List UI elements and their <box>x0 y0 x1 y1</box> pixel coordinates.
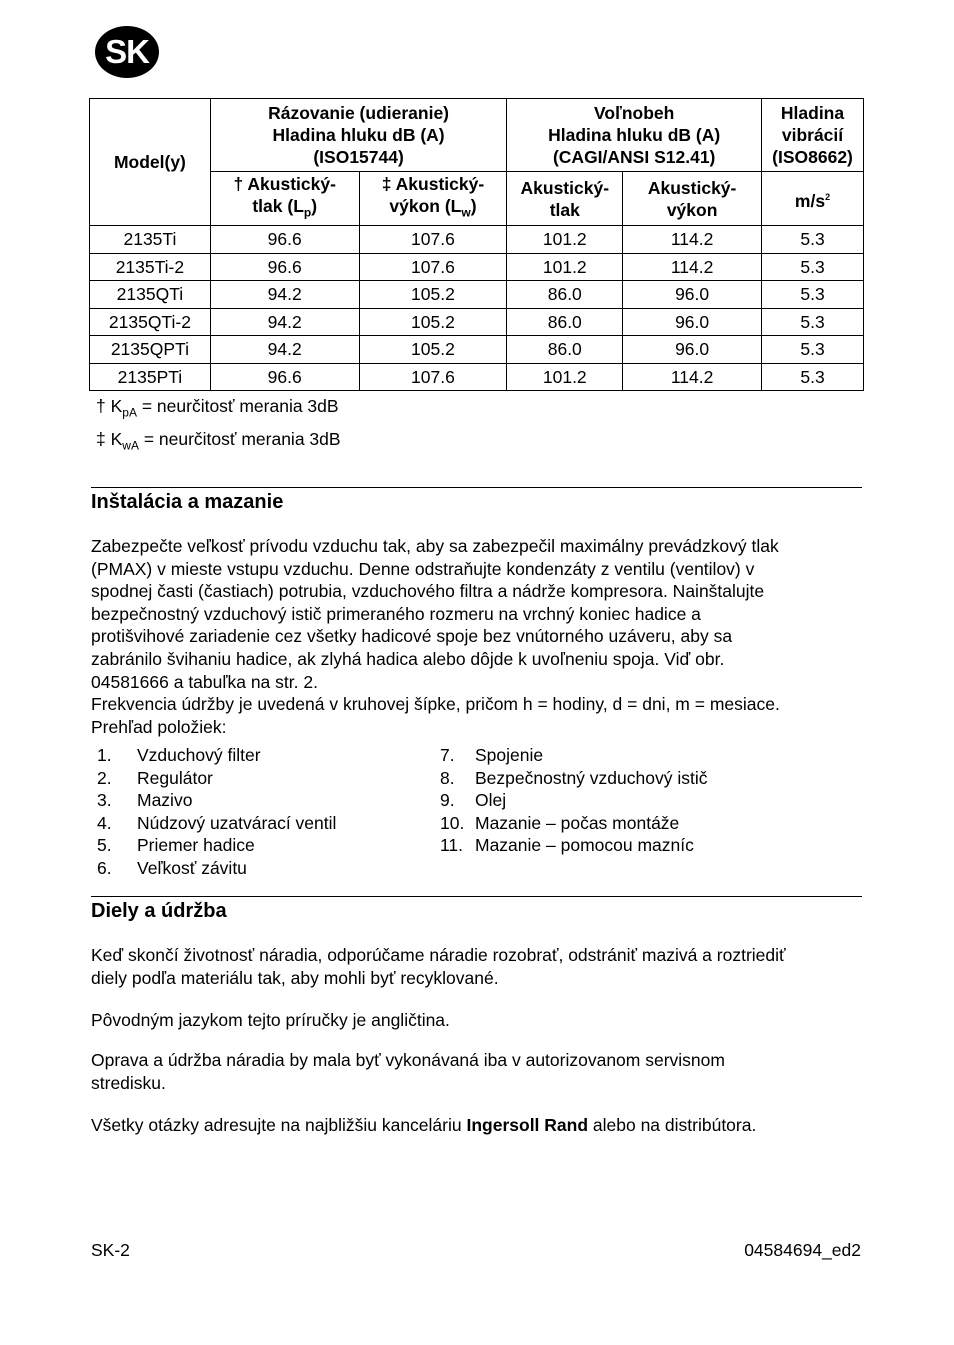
cell-vibration: 5.3 <box>762 281 864 309</box>
cell-model: 2135QPTi <box>90 336 211 364</box>
table-row <box>90 363 864 391</box>
list-item-label: Mazanie – pomocou mazníc <box>475 835 694 856</box>
cell-idle-pressure: 86.0 <box>507 281 623 309</box>
items-list-right <box>440 744 707 857</box>
list-item-label: Olej <box>475 790 507 811</box>
list-item-number: 2. <box>97 767 112 788</box>
table-body <box>90 226 864 391</box>
list-item-number: 7. <box>440 745 455 765</box>
cell-idle-pressure: 101.2 <box>507 253 623 281</box>
cell-model: 2135QTi-2 <box>90 308 211 336</box>
list-item-label: Spojenie <box>475 745 544 765</box>
header-sound-pressure-impact: † Akustický- tlak $(L_p)$ <box>210 172 359 226</box>
list-item-number: 11. <box>440 835 464 856</box>
section-title-maintenance: Diely a údržba <box>91 900 227 922</box>
header-idle: Voľnobeh Hladina hluku dB (A) (CAGI/ANSI S12.41) <box>507 99 762 172</box>
footnote-pressure: † $K_{pA}$ = neurčitosť merania 3dB <box>96 396 339 420</box>
page-number: SK-2 <box>91 1240 130 1260</box>
header-vibration: Hladina vibrácií (ISO8662) <box>762 99 864 172</box>
list-item-label: Priemer hadice <box>137 835 255 856</box>
header-model: Model(y) <box>90 99 211 226</box>
list-item <box>97 834 336 857</box>
cell-impact-pressure: 94.2 <box>210 308 359 336</box>
list-item-number: 1. <box>97 745 112 765</box>
list-item <box>440 744 707 767</box>
list-item-label: Núdzový uzatvárací ventil <box>137 812 337 833</box>
header-impact: Rázovanie (udieranie) Hladina hluku dB (A) (ISO15744) <box>210 99 507 172</box>
list-item <box>440 767 707 790</box>
maintenance-paragraph-service: Oprava a údržba náradia by mala byť vykonávaná iba v autorizovanom servisnom stredisku. <box>91 1050 725 1093</box>
installation-paragraph: Zabezpečte veľkosť prívodu vzduchu tak, aby sa zabezpečil maximálny prevádzkový tlak (PMAX) v mieste vstupu vzduchu. Denne odstraňujte kondenzáty z ventilu (ventilov) v spodnej časti (častiach) potrubia, vzduchového filtra a nádrže kompresora. Nainštalujte bezpečnostný vzduchový istič primeraného rozmeru na vrchný koniec hadice a protišvihové zariadenie cez všetky hadicové spoje bez vnútorného uzáveru, aby sa zabránilo švihaniu hadice, ak zlyhá hadica alebo dôjde k uvoľneniu spoja. Viď obr. 04581666 a tabuľka na str. 2. Frekvencia údržby je uvedená v kruhovej šípke, pričom h = hodiny, d = dni, m = mesiace. Prehľad položiek: <box>91 536 780 737</box>
table-row <box>90 281 864 309</box>
list-item-label: Mazanie – počas montáže <box>475 812 680 833</box>
cell-impact-power: 107.6 <box>359 226 507 254</box>
cell-idle-power: 96.0 <box>623 281 762 309</box>
document-id: 04584694_ed2 <box>744 1240 861 1260</box>
table-footnotes <box>96 393 341 458</box>
cell-impact-pressure: 94.2 <box>210 336 359 364</box>
list-item-label: Vzduchový filter <box>137 745 261 765</box>
list-item-number: 6. <box>97 857 112 878</box>
list-item <box>97 789 336 812</box>
cell-idle-power: 96.0 <box>623 308 762 336</box>
maintenance-paragraph-language: Pôvodným jazykom tejto príručky je angličtina. <box>91 1010 450 1030</box>
list-item-label: Veľkosť závitu <box>137 857 247 878</box>
list-item-number: 4. <box>97 812 112 833</box>
cell-model: 2135Ti <box>90 226 211 254</box>
header-sound-power-idle: Akustický- výkon <box>623 172 762 226</box>
list-item <box>97 744 336 767</box>
list-item-label: Regulátor <box>137 767 213 788</box>
maintenance-paragraph-contact: Všetky otázky adresujte na najbližšiu kanceláriu Ingersoll Rand alebo na distribútora. <box>91 1115 757 1135</box>
cell-model: 2135PTi <box>90 363 211 391</box>
header-vibration-unit: $m/s^2$ <box>762 172 864 226</box>
list-item-number: 10. <box>440 812 465 833</box>
brand-name: Ingersoll Rand <box>466 1115 589 1135</box>
list-item <box>97 857 336 880</box>
items-list-left <box>97 744 336 880</box>
list-item <box>440 834 707 857</box>
cell-impact-power: 105.2 <box>359 308 507 336</box>
cell-impact-power: 105.2 <box>359 281 507 309</box>
cell-vibration: 5.3 <box>762 253 864 281</box>
cell-vibration: 5.3 <box>762 226 864 254</box>
cell-impact-power: 107.6 <box>359 253 507 281</box>
list-item-number: 3. <box>97 790 112 811</box>
cell-idle-pressure: 101.2 <box>507 363 623 391</box>
cell-idle-power: 96.0 <box>623 336 762 364</box>
header-sound-power-impact: ‡ Akustický- výkon $(L_w)$ <box>359 172 507 226</box>
list-item-number: 5. <box>97 835 112 856</box>
maintenance-paragraph-recycling: Keď skončí životnosť náradia, odporúčame náradie rozobrať, odstrániť mazivá a roztriediť diely podľa materiálu tak, aby mohli byť recyklované. <box>91 945 786 988</box>
cell-model: 2135Ti-2 <box>90 253 211 281</box>
cell-impact-pressure: 96.6 <box>210 226 359 254</box>
list-item-label: Mazivo <box>137 790 193 811</box>
divider <box>91 487 862 488</box>
list-item <box>97 812 336 835</box>
cell-impact-pressure: 96.6 <box>210 363 359 391</box>
noise-vibration-table <box>89 98 864 391</box>
table-row <box>90 336 864 364</box>
list-item <box>440 812 707 835</box>
section-title-installation: Inštalácia a mazanie <box>91 491 284 513</box>
cell-model: 2135QTi <box>90 281 211 309</box>
list-item-number: 8. <box>440 767 455 788</box>
footnote-power: ‡ $K_{wA}$ = neurčitosť merania 3dB <box>96 428 341 452</box>
cell-impact-pressure: 96.6 <box>210 253 359 281</box>
cell-impact-pressure: 94.2 <box>210 281 359 309</box>
list-item <box>97 767 336 790</box>
table-row <box>90 253 864 281</box>
cell-vibration: 5.3 <box>762 308 864 336</box>
list-item-number: 9. <box>440 790 455 811</box>
cell-idle-power: 114.2 <box>623 253 762 281</box>
cell-idle-power: 114.2 <box>623 226 762 254</box>
cell-idle-power: 114.2 <box>623 363 762 391</box>
language-badge: SK <box>95 26 159 78</box>
list-item-label: Bezpečnostný vzduchový istič <box>475 767 708 788</box>
cell-idle-pressure: 101.2 <box>507 226 623 254</box>
cell-idle-pressure: 86.0 <box>507 336 623 364</box>
divider <box>91 896 862 897</box>
cell-impact-power: 105.2 <box>359 336 507 364</box>
cell-idle-pressure: 86.0 <box>507 308 623 336</box>
table-row <box>90 226 864 254</box>
cell-impact-power: 107.6 <box>359 363 507 391</box>
cell-vibration: 5.3 <box>762 363 864 391</box>
cell-vibration: 5.3 <box>762 336 864 364</box>
header-sound-pressure-idle: Akustický- tlak <box>507 172 623 226</box>
table-row <box>90 308 864 336</box>
list-item <box>440 789 707 812</box>
